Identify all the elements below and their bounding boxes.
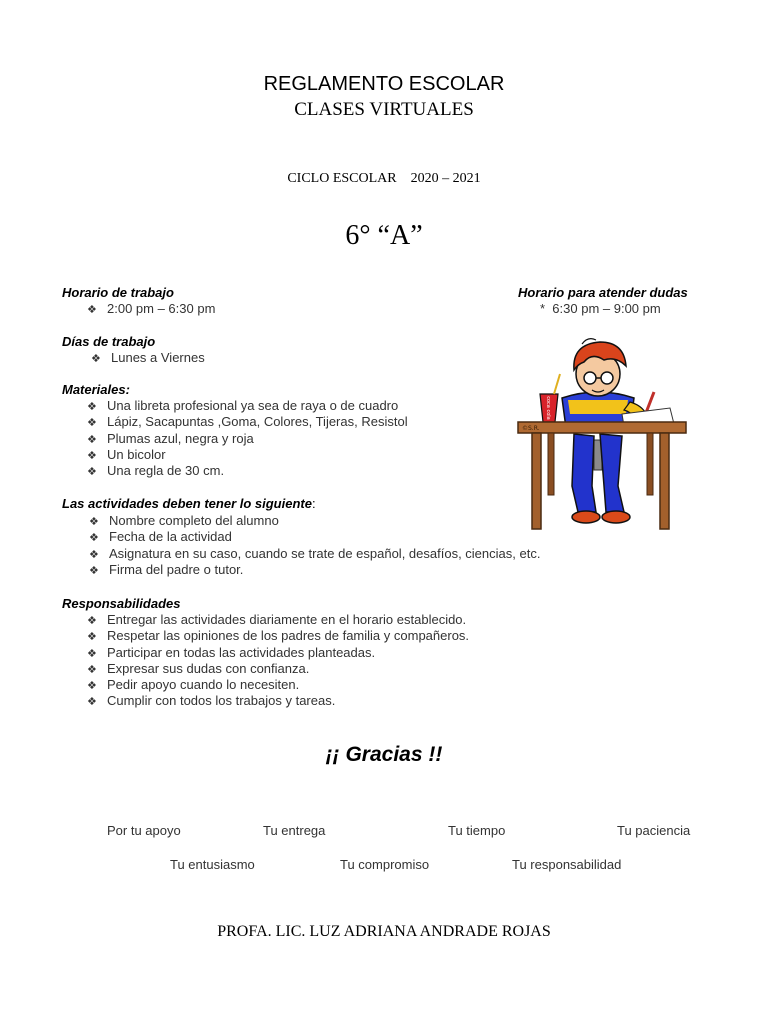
school-cycle	[0, 171, 768, 187]
clipart-watermark: ©S.R.	[522, 425, 540, 432]
bullet-icon: ❖	[91, 353, 101, 365]
bullet-icon: ❖	[87, 615, 97, 627]
thanks-item: Tu responsabilidad	[512, 857, 622, 872]
teacher-signature-name: PROFA. LIC. LUZ ADRIANA ANDRADE ROJAS	[217, 923, 551, 940]
bullet-icon: ❖	[89, 532, 99, 545]
list-item: ❖ Firma del padre o tutor.	[89, 562, 540, 578]
bullet-icon: ❖	[89, 516, 99, 528]
cup-label: coca cola	[545, 396, 551, 420]
bullet-icon: ❖	[87, 663, 97, 676]
student-desk-clipart	[512, 336, 692, 532]
list-item: ❖ Un bicolor	[87, 447, 408, 463]
activities-list	[89, 513, 540, 578]
doubt-hours-value: 6:30 pm – 9:00 pm	[552, 301, 661, 316]
responsibilities-list	[87, 612, 469, 710]
list-item: ❖ Lápiz, Sacapuntas ,Goma, Colores, Tijeras, Resistol	[87, 414, 408, 430]
bullet-icon: ❖	[87, 680, 97, 693]
thanks-item: Tu paciencia	[617, 823, 691, 838]
thanks-item: Tu entusiasmo	[170, 857, 255, 872]
bullet-icon: ❖	[87, 417, 97, 430]
materials-heading: Materiales:	[62, 382, 130, 397]
bullet-icon: ❖	[87, 304, 97, 316]
bullet-icon: ❖	[87, 449, 97, 462]
bullet-icon: ❖	[87, 631, 97, 644]
list-item: ❖ Lunes a Viernes	[91, 350, 205, 366]
bullet-icon: ❖	[89, 548, 99, 561]
work-days-heading: Días de trabajo	[62, 334, 156, 349]
bullet-icon: ❖	[87, 466, 97, 479]
list-item: ❖ Fecha de la actividad	[89, 529, 540, 545]
bullet-icon: ❖	[87, 401, 97, 413]
doubt-hours-heading: Horario para atender dudas	[518, 285, 688, 300]
thanks-item: Tu compromiso	[340, 857, 430, 872]
list-item: ❖ Nombre completo del alumno	[89, 513, 540, 529]
thanks-item: Tu entrega	[263, 823, 326, 838]
thanks-item: Tu tiempo	[448, 823, 506, 838]
activities-heading: Las actividades deben tener lo siguiente:	[62, 496, 316, 511]
school-cycle-label: CICLO ESCOLAR	[287, 171, 397, 186]
list-item: ❖ Una libreta profesional ya sea de raya o de cuadro	[87, 398, 408, 414]
list-item: ❖ Pedir apoyo cuando lo necesiten.	[87, 677, 469, 693]
list-item: ❖ Entregar las actividades diariamente en el horario establecido.	[87, 612, 469, 628]
bullet-icon: ❖	[87, 696, 97, 709]
list-item: ❖ Expresar sus dudas con confianza.	[87, 661, 469, 677]
asterisk-bullet: *	[540, 301, 546, 316]
list-item: ❖ Participar en todas las actividades planteadas.	[87, 645, 469, 661]
bullet-icon: ❖	[87, 647, 97, 660]
doubt-hours-item	[540, 301, 661, 316]
work-hours-value: 2:00 pm – 6:30 pm	[107, 301, 216, 316]
thanks-heading: ¡¡ Gracias !!	[325, 743, 443, 766]
materials-list	[87, 398, 408, 479]
list-item: ❖ Respetar las opiniones de los padres de familia y compañeros.	[87, 628, 469, 644]
work-hours-item	[87, 301, 215, 316]
list-item: ❖ Asignatura en su caso, cuando se trate de español, desafíos, ciencias, etc.	[89, 546, 540, 562]
work-days-list	[91, 350, 205, 366]
list-item: ❖ Plumas azul, negra y roja	[87, 431, 408, 447]
list-item: ❖ Cumplir con todos los trabajos y tareas.	[87, 693, 469, 709]
group-name: 6° “A”	[345, 220, 423, 251]
bullet-icon: ❖	[87, 433, 97, 446]
bullet-icon: ❖	[89, 564, 99, 577]
list-item: ❖ Una regla de 30 cm.	[87, 463, 408, 479]
responsibilities-heading: Responsabilidades	[62, 596, 181, 611]
thanks-item: Por tu apoyo	[107, 823, 181, 838]
work-hours-heading: Horario de trabajo	[62, 285, 174, 300]
document-subtitle: CLASES VIRTUALES	[294, 99, 474, 120]
document-title: REGLAMENTO ESCOLAR	[263, 73, 505, 95]
school-cycle-years: 2020 – 2021	[410, 171, 481, 186]
